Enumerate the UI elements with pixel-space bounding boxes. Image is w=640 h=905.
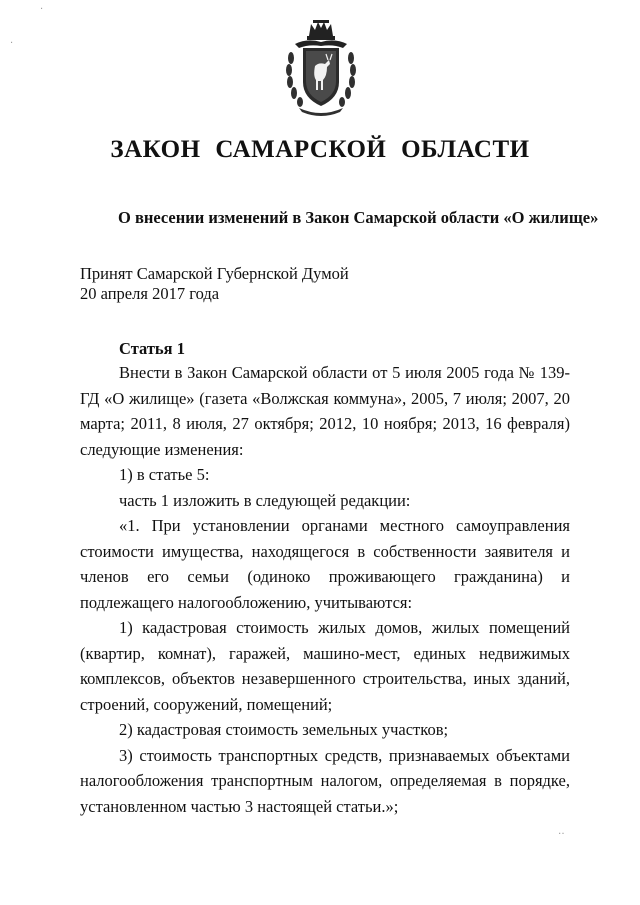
article-title: Статья 1 (119, 339, 185, 358)
adopted-by: Принят Самарской Губернской Думой (80, 264, 349, 283)
paragraph: часть 1 изложить в следующей редакции: (119, 490, 411, 510)
scan-mark: ‥ (558, 826, 565, 837)
paragraph: 3) стоимость транспортных средств, признаваемых объектами налогообложения транспортным налогом, определяемая в порядке, установленном частью 3 настоящей статьи.»; (80, 745, 570, 816)
article-body (80, 360, 570, 819)
paragraph: 2) кадастровая стоимость земельных участков; (119, 720, 449, 739)
paragraph: «1. При установлении органами местного самоуправления стоимости имущества, находящегося в собственности заявителя и членов его семьи (одиноко проживающего гражданина) и подлежащего налогообложению, учитываются: (80, 516, 570, 612)
law-title: ЗАКОН САМАРСКОЙ ОБЛАСТИ (110, 136, 530, 163)
paragraph: 1) кадастровая стоимость жилых домов, жилых помещений (квартир, комнат), гаражей, машино-мест, единых недвижимых комплексов, объектов незавершенного строительства, иных зданий, строений, сооружений, помещений; (80, 618, 570, 714)
adoption-block (80, 264, 349, 304)
paragraph: 1) в статье 5: (119, 465, 210, 484)
adopted-date: 20 апреля 2017 года (80, 284, 220, 303)
law-subtitle: О внесении изменений в Закон Самарской области «О жилище» (118, 208, 599, 227)
scan-mark: · (40, 4, 44, 15)
scan-mark: · (10, 38, 14, 49)
samara-coat-of-arms-icon (285, 18, 357, 118)
paragraph: Внести в Закон Самарской области от 5 июля 2005 года № 139-ГД «О жилище» (газета «Волжская коммуна», 2005, 7 июля; 2007, 20 марта; 2011, 8 июля, 27 октября; 2012, 10 ноября; 2013, 16 февраля) следующие изменения: (80, 363, 570, 459)
